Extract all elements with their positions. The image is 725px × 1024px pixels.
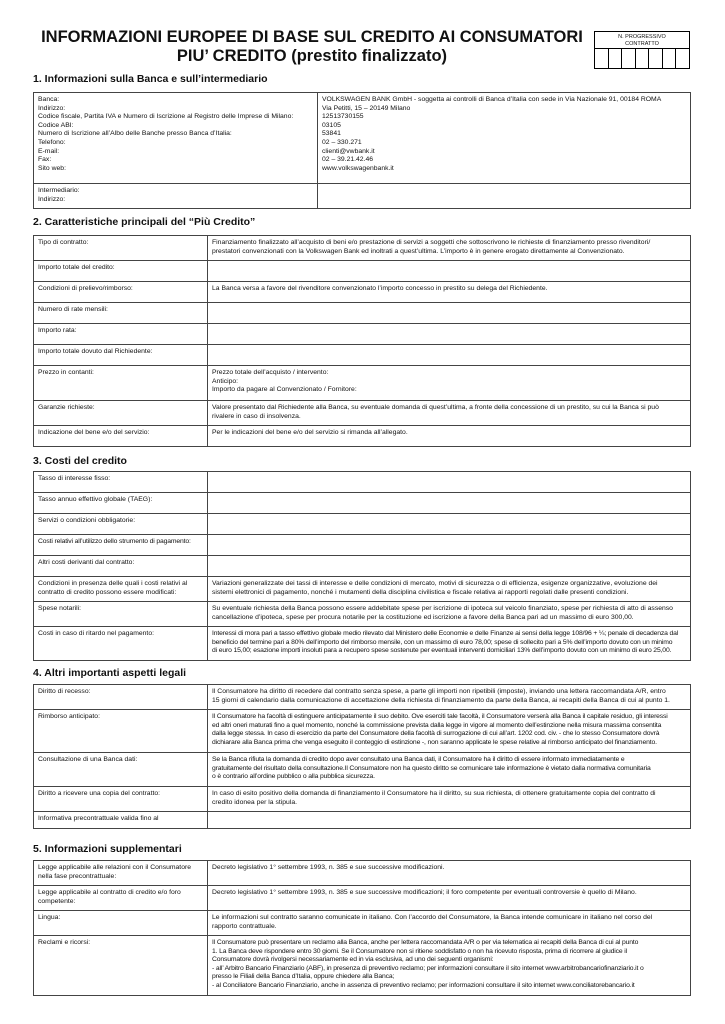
table-row [34, 627, 691, 661]
row-value: Per le indicazioni del bene e/o del servizio si rimanda all’allegato. [208, 426, 691, 447]
row-label: Prezzo in contanti: [34, 366, 208, 401]
row-value: Finanziamento finalizzato all’acquisto di beni e/o prestazione di servizi a soggetti che sottoscrivono le richieste di finanziamento presso rivenditori/ prestatori convenzionati con la Volkswagen Bank ed inoltrati a quest’ultima. L’importo è in genere erogato direttamente al Convenzionato. [208, 236, 691, 261]
row-value: Il Consumatore ha diritto di recedere dal contratto senza spese, a parte gli importi non ripetibili (imposte), inviando una lettera raccomandata A/R, entro 15 giorni di calendario dalla comunicazione di accettazione della richiesta di finanziamento da parte della Banca, ai recapiti della Banca di cui al punto 1. [208, 685, 691, 710]
row-value: Le informazioni sul contratto saranno comunicate in italiano. Con l’accordo del Consumatore, la Banca intende comunicare in italiano nel corso del rapporto contrattuale. [208, 911, 691, 936]
table-row [34, 753, 691, 787]
legal-aspects-table [33, 684, 691, 829]
row-label: Importo rata: [34, 324, 208, 345]
table-row [34, 535, 691, 556]
section-3-heading: 3. Costi del credito [33, 455, 127, 467]
row-value: Valore presentato dal Richiedente alla Banca, su eventuale domanda di quest’ultima, a fronte della concessione di un prestito, su cui la Banca si può rivalere in caso di insolvenza. [208, 401, 691, 426]
row-label: Tasso annuo effettivo globale (TAEG): [34, 493, 208, 514]
row-label: Numero di rate mensili: [34, 303, 208, 324]
table-row [34, 366, 691, 401]
row-label: Tipo di contratto: [34, 236, 208, 261]
document-title [38, 28, 586, 66]
progressive-number-label: N. PROGRESSIVO CONTRATTO [595, 32, 689, 49]
bank-values-cell: VOLKSWAGEN BANK GmbH - soggetta ai controlli di Banca d’Italia con sede in Via Nazionale 91, 00184 ROMA Via Petitti, 15 – 20149 Milano 12513730155 03105 53841 02 – 330.271 clienti@vwbank.it 02 – 39.21.42.46 www.volkswagenbank.it [318, 93, 691, 184]
table-row [34, 685, 691, 710]
table-row [34, 936, 691, 996]
row-value: Su eventuale richiesta della Banca possono essere addebitate spese per iscrizione di ipoteca sul veicolo finanziato, spese per richiesta di atto di assenso cancellazione d’ipoteca, spese per procura notarile per la costituzione ed iscrizione a favore della Banca pari ad un massimo di euro 300,00. [208, 602, 691, 627]
row-label: Rimborso anticipato: [34, 710, 208, 753]
row-value: Se la Banca rifiuta la domanda di credito dopo aver consultato una Banca dati, il Consumatore ha il diritto di essere informato immediatamente e gratuitamente del risultato della consultazione.Il Consumatore non ha questo diritto se comunicare tale informazione è vietato dalla normativa comunitaria o è contrario all’ordine pubblico o alla pubblica sicurezza. [208, 753, 691, 787]
progressive-number-cells[interactable] [595, 49, 689, 68]
table-row [34, 812, 691, 829]
row-value: Decreto legislativo 1° settembre 1993, n. 385 e sue successive modificazioni. [208, 861, 691, 886]
supplementary-info-table [33, 860, 691, 996]
row-label: Condizioni in presenza delle quali i costi relativi al contratto di credito possono essere modificati: [34, 577, 208, 602]
table-row [34, 787, 691, 812]
row-label: Diritto a ricevere una copia del contratto: [34, 787, 208, 812]
row-label: Altri costi derivanti dal contratto: [34, 556, 208, 577]
progressive-number-box[interactable] [594, 31, 690, 69]
validity-date-field[interactable] [208, 812, 691, 829]
row-label: Consultazione di una Banca dati: [34, 753, 208, 787]
total-due-field[interactable] [208, 345, 691, 366]
row-label: Costi relativi all’utilizzo dello strumento di pagamento: [34, 535, 208, 556]
table-row [34, 261, 691, 282]
row-value: Interessi di mora pari a tasso effettivo globale medio rilevato dal Ministero delle Economie e delle Finanze ai sensi della legge 108/96 + ¼; penale di decadenza dal beneficio del termine pari a 80% dell’importo del rimborso mensile, con un massimo di euro 78,00; spese di sollecito pari a 5% dell’importo dovuto con un minimo di euro 15,00; esazione importi insoluti para a recupero spese sostenute per eventuali interventi domiciliari 13% dell’importo dovuto con un minimo di euro 25,00. [208, 627, 691, 661]
fixed-rate-field[interactable] [208, 472, 691, 493]
row-label: Tasso di interesse fisso: [34, 472, 208, 493]
installments-number-field[interactable] [208, 303, 691, 324]
table-row [34, 236, 691, 261]
table-row [34, 577, 691, 602]
row-label: Importo totale del credito: [34, 261, 208, 282]
row-label: Informativa precontrattuale valida fino al [34, 812, 208, 829]
table-row [34, 401, 691, 426]
section-1-heading: 1. Informazioni sulla Banca e sull’intermediario [33, 73, 268, 85]
table-row [34, 493, 691, 514]
row-label: Garanzie richieste: [34, 401, 208, 426]
table-row [34, 324, 691, 345]
payment-instrument-costs-field[interactable] [208, 535, 691, 556]
intermediary-labels-cell: Intermediario: Indirizzo: [34, 184, 318, 209]
row-label: Importo totale dovuto dal Richiedente: [34, 345, 208, 366]
table-row [34, 861, 691, 886]
mandatory-services-field[interactable] [208, 514, 691, 535]
section-5-heading: 5. Informazioni supplementari [33, 843, 182, 855]
row-label: Costi in caso di ritardo nel pagamento: [34, 627, 208, 661]
row-label: Condizioni di prelievo/rimborso: [34, 282, 208, 303]
row-value: Variazioni generalizzate dei tassi di interesse e delle condizioni di mercato, motivi di sicurezza o di efficienza, esigenze organizzative, evoluzione dei sistemi elettronici di pagamento, nonché i mutamenti della disciplina civilistica e fiscale relativa ai rapporti regolati dalle presenti condizioni. [208, 577, 691, 602]
row-value: Il Consumatore può presentare un reclamo alla Banca, anche per lettera raccomandata A/R o per via telematica ai recapiti della Banca di cui al punto 1. La Banca deve rispondere entro 30 giorni. Se il Consumatore non si ritiene soddisfatto o non ha ricevuto risposta, prima di ricorrere al giudice il Consumatore dovrà rivolgersi necessariamente ed in via esclusiva, ad uno dei seguenti organismi: - all’ Arbitro Bancario Finanziario (ABF), in presenza di preventivo reclamo; per informazioni consultare il sito internet www.arbitrobancariofinanziario.it o presso le Filiali della Banca d’Italia, oppure chiedere alla Banca; - al Conciliatore Bancario Finanziario, anche in assenza di preventivo reclamo; per informazioni consultare il sito internet www.conciliatorebancario.it [208, 936, 691, 996]
row-label: Spese notarili: [34, 602, 208, 627]
credit-costs-table [33, 471, 691, 661]
title-line-1: INFORMAZIONI EUROPEE DI BASE SUL CREDITO AI CONSUMATORI [41, 28, 583, 46]
cash-price-field[interactable]: Prezzo totale dell’acquisto / intervento: Anticipo: Importo da pagare al Convenzionato / Fornitore: [208, 366, 691, 401]
title-line-2: PIU’ CREDITO (prestito finalizzato) [176, 47, 448, 65]
row-label: Diritto di recesso: [34, 685, 208, 710]
other-costs-field[interactable] [208, 556, 691, 577]
row-value: La Banca versa a favore del rivenditore convenzionato l’importo concesso in prestito su delega del Richiedente. [208, 282, 691, 303]
bank-info-table [33, 92, 691, 209]
table-row [34, 602, 691, 627]
table-row [34, 345, 691, 366]
table-row [34, 710, 691, 753]
row-label: Legge applicabile al contratto di credito e/o foro competente: [34, 886, 208, 911]
row-label: Servizi o condizioni obbligatorie: [34, 514, 208, 535]
row-value: Decreto legislativo 1° settembre 1993, n. 385 e sue successive modificazioni; il foro competente per eventuali controversie è quello di Milano. [208, 886, 691, 911]
row-label: Lingua: [34, 911, 208, 936]
row-label: Indicazione del bene e/o del servizio: [34, 426, 208, 447]
row-label: Reclami e ricorsi: [34, 936, 208, 996]
installment-amount-field[interactable] [208, 324, 691, 345]
row-value: In caso di esito positivo della domanda di finanziamento il Consumatore ha il diritto, su sua richiesta, di ottenere gratuitamente copia del contratto di credito idonea per la stipula. [208, 787, 691, 812]
section-2-heading: 2. Caratteristiche principali del “Più Credito” [33, 216, 256, 228]
table-row [34, 886, 691, 911]
table-row [34, 556, 691, 577]
table-row [34, 911, 691, 936]
main-features-table [33, 235, 691, 447]
table-row [34, 514, 691, 535]
row-label: Legge applicabile alle relazioni con il Consumatore nella fase precontrattuale: [34, 861, 208, 886]
bank-labels-cell: Banca: Indirizzo: Codice fiscale, Partita IVA e Numero di Iscrizione al Registro delle Imprese di Milano: Codice ABI: Numero di Iscrizione all’Albo delle Banche presso Banca d’Italia: Telefono: E-mail: Fax: Sito web: [34, 93, 318, 184]
row-value: Il Consumatore ha facoltà di estinguere anticipatamente il suo debito. Ove eserciti tale facoltà, il Consumatore verserà alla Banca il capitale residuo, gli interessi ed altri oneri maturati fino a quel momento, nonché la commissione prevista dalla legge in vigore al momento dell’estinzione nella misura massima consentita dalla legge stessa. In caso di esercizio da parte del Consumatore della facoltà di surrogazione di cui all’art. 1202 cod. civ. - che lo stesso Consumatore dovrà dichiarare alla Banca prima che venga eseguito il conteggio di estinzione -, non saranno applicate le spese relative al rimborso anticipato del finanziamento. [208, 710, 691, 753]
table-row [34, 426, 691, 447]
table-row [34, 472, 691, 493]
table-row [34, 303, 691, 324]
intermediary-value-field[interactable] [318, 184, 691, 209]
taeg-field[interactable] [208, 493, 691, 514]
table-row [34, 282, 691, 303]
total-credit-field[interactable] [208, 261, 691, 282]
section-4-heading: 4. Altri importanti aspetti legali [33, 667, 187, 679]
